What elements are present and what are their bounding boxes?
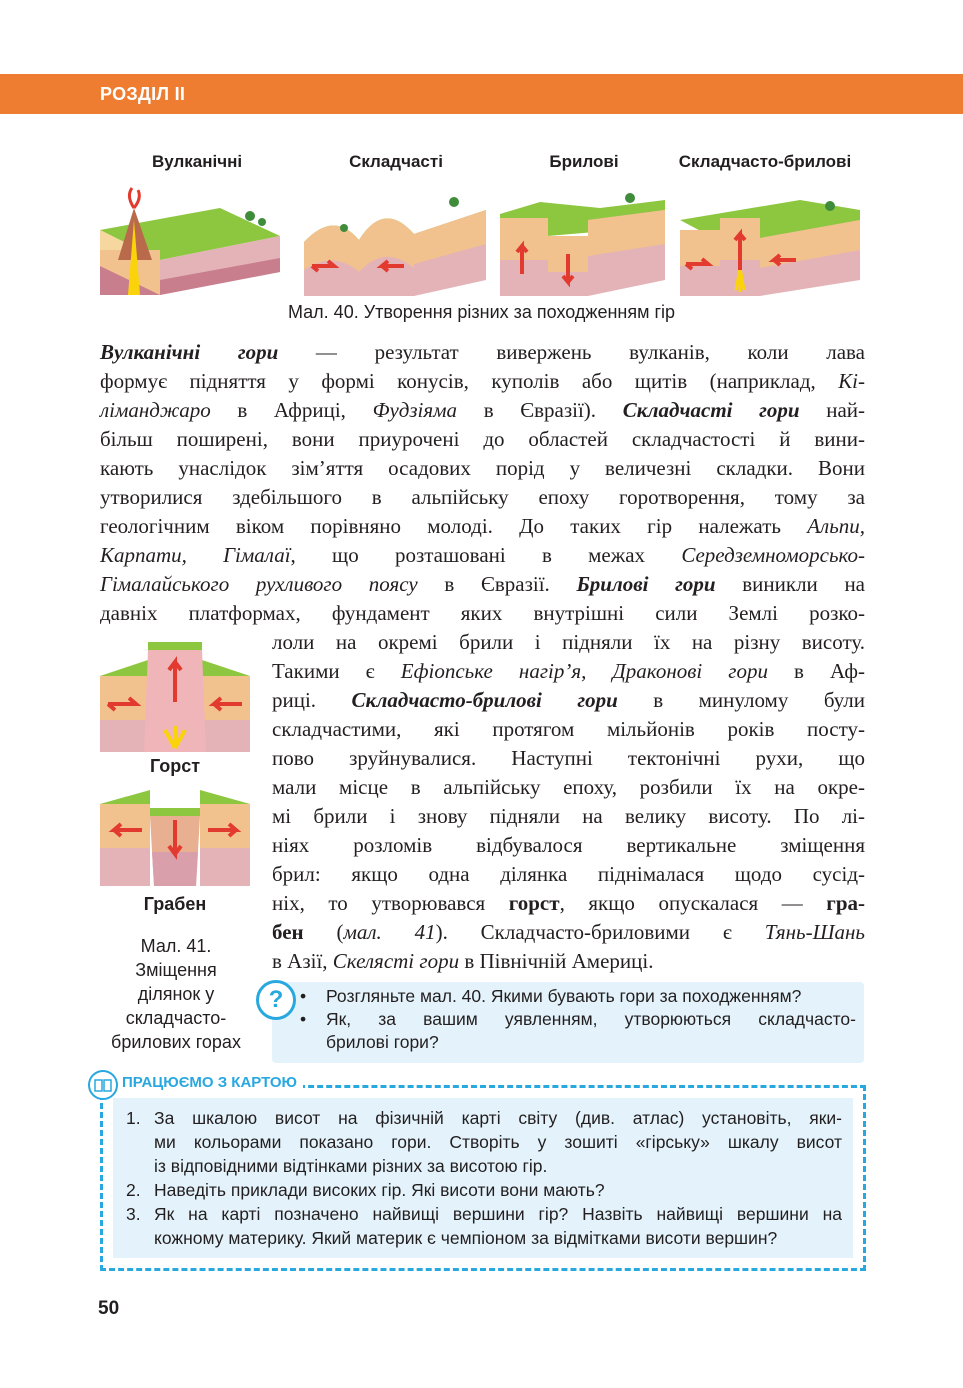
map-item-2-line-1: Наведіть приклади високих гір. Які висоти вони мають?	[154, 1180, 605, 1200]
question-icon: ?	[256, 980, 296, 1020]
text-line-11: лоли на окремі брили і підняли їх на різну висоту.	[272, 630, 865, 654]
map-item-num: 3.	[126, 1204, 141, 1224]
fig40-label-fold-block: Складчасто-брилові	[678, 152, 852, 171]
text-line-5: кають унаслідок зім’яття осадових порід у величезні складки. Вони	[100, 456, 865, 480]
horst-label: Горст	[149, 756, 201, 776]
map-item-num: 2.	[126, 1180, 141, 1200]
question-bullet: •	[300, 986, 307, 1006]
question-item-2: Як, за вашим уявленням, утворюються складчасто-	[326, 1009, 856, 1029]
text-line-19: брил: якщо одна ділянка піднімалася щодо сусід-	[272, 862, 865, 886]
question-bullet: •	[300, 1009, 307, 1029]
text-line-1: Вулканічні гори — результат вивержень вулканів, коли лава	[100, 340, 866, 364]
horst-illustration	[100, 636, 250, 752]
volcanic-mountain-illustration	[100, 180, 280, 296]
page-number: 50	[98, 1298, 120, 1319]
text-line-10: давніх платформах, фундамент яких внутрішні сили Землі розко-	[100, 601, 865, 625]
question-item-1: Розгляньте мал. 40. Якими бувають гори за походженням?	[326, 986, 802, 1006]
map-item-3-line-2: кожному материку. Який материк є чемпіоном за відмітками висоти вершин?	[154, 1228, 778, 1248]
figure-40-caption: Мал. 40. Утворення різних за походженням гір	[287, 302, 676, 322]
text-line-2: формує підняття у формі конусів, куполів або щитів (наприклад, Кі-	[100, 369, 865, 393]
fold-block-mountain-illustration	[680, 180, 860, 296]
fig40-label-volcanic: Вулканічні	[151, 152, 243, 171]
figure-41-caption-line: Мал. 41.	[140, 936, 212, 956]
text-line-15: пово зруйнувалися. Наступні тектонічні рухи, що	[272, 746, 865, 770]
figure-41-caption-line: брилових горах	[111, 1032, 241, 1052]
text-line-12: Такими є Ефіопське нагір’я, Драконові гори в Аф-	[272, 659, 866, 683]
figure-41-caption-line: ділянок у	[137, 984, 215, 1004]
folded-mountain-illustration	[304, 180, 486, 296]
block-mountain-illustration	[500, 180, 665, 296]
map-work-title: ПРАЦЮЄМО З КАРТОЮ	[118, 1074, 303, 1091]
text-line-13: риці. Складчасто-брилові гори в минулому були	[272, 688, 865, 712]
section-title: РОЗДІЛ II	[100, 84, 186, 104]
text-line-8: Карпати, Гімалаї, що розташовані в межах Середземноморсько-	[100, 543, 866, 567]
map-item-num: 1.	[126, 1108, 141, 1128]
question-item-2-cont: брилові гори?	[326, 1032, 439, 1052]
map-item-1-line-2: ми кольорами показано гори. Створіть у зошиті «гірську» шкалу висот	[154, 1132, 842, 1152]
figure-41-caption	[98, 934, 254, 1054]
graben-label: Грабен	[143, 894, 207, 914]
map-book-icon	[88, 1070, 118, 1100]
text-line-3: ліманджаро в Африці, Фудзіяма в Євразії). Складчасті гори най-	[100, 398, 865, 422]
text-line-17: мі брили і знову підняли на велику висоту. По лі-	[272, 804, 865, 828]
fig40-label-folded: Складчасті	[349, 152, 443, 171]
text-line-18: ніях розломів відбувалося вертикальне зміщення	[272, 833, 865, 857]
text-line-21: бен (мал. 41). Складчасто-бриловими є Тянь-Шань	[272, 920, 865, 944]
map-item-3-line-1: Як на карті позначено найвищі вершини гір? Назвіть найвищі вершини на	[154, 1204, 842, 1224]
text-line-22: в Азії, Скелясті гори в Північній Америці.	[272, 949, 654, 973]
text-line-20: ніх, то утворювався горст, якщо опускалася — гра-	[272, 891, 865, 915]
text-line-6: утворилися здебільшого в альпійську епоху горотворення, тому за	[100, 485, 865, 509]
figure-41-caption-line: складчасто-	[125, 1008, 227, 1028]
section-header	[0, 74, 963, 114]
text-line-16: мали місце в альпійську епоху, розбили їх на окре-	[272, 775, 865, 799]
map-item-1-line-1: За шкалою висот на фізичній карті світу (див. атлас) установіть, яки-	[154, 1108, 842, 1128]
graben-illustration	[100, 786, 250, 886]
map-item-1-line-3: із відповідними відтінками різних за висотою гір.	[154, 1156, 548, 1176]
text-line-14: складчастими, які протягом мільйонів років посту-	[272, 717, 865, 741]
figure-41-caption-line: Зміщення	[135, 960, 217, 980]
fig40-label-block: Брилові	[549, 152, 619, 171]
text-line-9: Гімалайського рухливого поясу в Євразії. Брилові гори виникли на	[100, 572, 865, 596]
text-line-4: більш поширені, вони приурочені до областей складчастості й вини-	[100, 427, 865, 451]
text-line-7: геологічним віком порівняно молоді. До таких гір належать Альпи,	[100, 514, 865, 538]
